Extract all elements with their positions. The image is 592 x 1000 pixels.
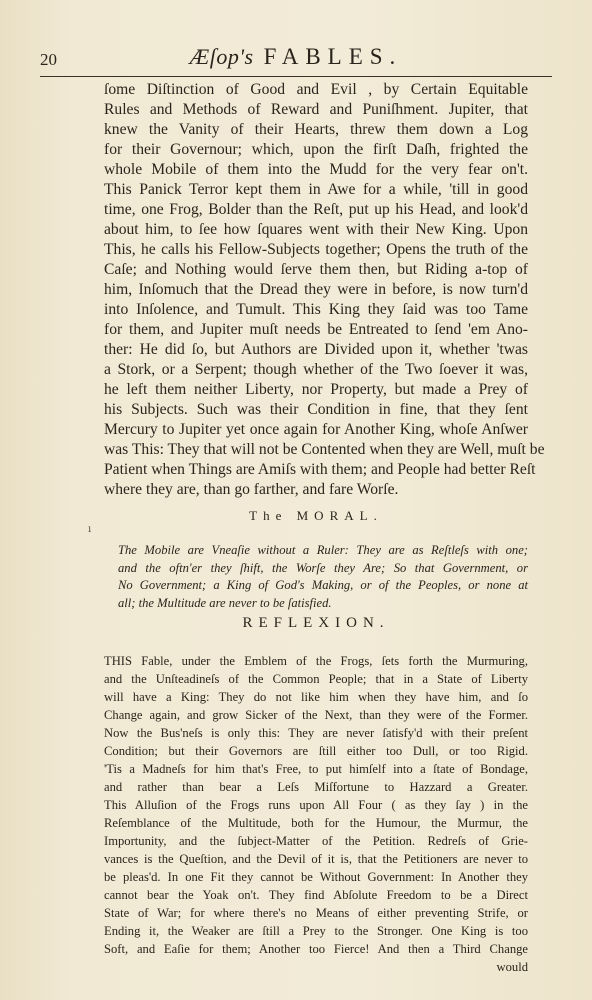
reflexion-line: and rather than bear a Leſs Miſfortune to Hazzard a Greater. — [104, 780, 528, 794]
reflexion-line: This Alluſion of the Frogs runs upon All Four ( as they ſay ) in the — [104, 798, 528, 812]
reflexion-line: Ending it, the Weaker are ſtill a Prey to the Stronger. One King is too — [104, 924, 528, 938]
running-head-title: FABLES. — [263, 44, 403, 69]
fable-line: ther: He did ſo, but Authors are Divided upon it, whether 'twas — [104, 341, 528, 358]
fable-line: him, Inſomuch that the Dread they were in before, is now turn'd — [104, 281, 528, 298]
fable-line: time, one Frog, Bolder than the Reſt, put up his Head, and look'd — [104, 201, 528, 218]
reflexion-line: will have a King: They do not like him when they have him, and ſo — [104, 690, 528, 704]
moral-line: and the oftn'er they ſhift, the Worſe they Are; So that Government, or — [118, 560, 528, 575]
fable-line: for them, and Jupiter muſt needs be Entreated to ſend 'em Ano- — [104, 321, 528, 338]
fable-line: his Subjects. Such was their Condition in fine, that they ſent — [104, 401, 528, 418]
moral-line: No Government; a King of God's Making, or of the Peoples, or none at — [118, 578, 528, 592]
reflexion-heading: REFLEXION. — [242, 615, 390, 631]
fable-line: Patient when Things are Amiſs with them; and People had better Reſt — [104, 461, 536, 478]
moral-line: The Mobile are Vneaſie without a Ruler: They are as Reſtleſs with one; — [118, 543, 528, 557]
reflexion-line: Now the Bus'neſs is only this: They are never ſatisfy'd with their preſent — [104, 726, 528, 740]
fable-line: This Panick Terror kept them in Awe for a while, 'till in good — [104, 181, 528, 198]
fable-line: Caſe; and Nothing would ſerve them then, but Riding a-top of — [104, 261, 528, 278]
reflexion-line: Condition; but their Governors are ſtill either too Dull, or too Rigid. — [104, 744, 528, 758]
reflexion-line: State of War; for where there's no Means of either preventing Strife, or — [104, 906, 528, 920]
fable-line: knew the Vanity of their Hearts, threw them down a Log — [104, 121, 528, 138]
reflexion-line: Change again, and grow Sicker of the Next, than they were of the Former. — [104, 708, 528, 722]
fable-line: for their Governour; which, upon the firſt Daſh, frighted the — [104, 141, 528, 158]
reflexion-text — [104, 652, 528, 976]
fable-line: about him, to ſee how ſquares went with their New King. Upon — [104, 221, 528, 238]
reflexion-line: Soft, and Eaſie for them; Another too Fierce! And then a Third Change — [104, 942, 528, 956]
reflexion-line: would — [496, 960, 528, 974]
reflexion-line: Importunity, and the ſubject-Matter of the Petition. Redreſs of Grie- — [104, 834, 528, 848]
fable-line: where they are, than go farther, and fare Worſe. — [104, 481, 399, 498]
running-head-author: Æſop's — [189, 44, 254, 69]
fable-line: Rules and Methods of Reward and Puniſhment. Jupiter, that — [104, 101, 528, 118]
fable-line: a Stork, or a Serpent; though whether of the Two ſoever it was, — [104, 361, 528, 378]
margin-mark: ı — [88, 524, 92, 535]
fable-line: This, he calls his Fellow-Subjects together; Opens the truth of the — [104, 241, 528, 258]
reflexion-line: THIS Fable, under the Emblem of the Frogs, ſets forth the Murmuring, — [104, 654, 528, 668]
moral-heading: The MORAL. — [249, 508, 383, 523]
reflexion-line: and the Unſteadineſs of the Common People; that in a State of Liberty — [104, 672, 528, 686]
moral-text — [118, 542, 528, 612]
reflexion-line: Reſemblance of the Multitude, both for the Humour, the Murmur, the — [104, 816, 528, 830]
fable-line: ſome Diſtinction of Good and Evil , by Certain Equitable — [104, 81, 528, 98]
running-head — [40, 44, 552, 70]
fable-line: he left them neither Liberty, nor Property, but made a Prey of — [104, 381, 528, 398]
fable-text — [104, 80, 545, 500]
fable-line: whole Mobile of them into the Mudd for the very fear on't. — [104, 161, 528, 178]
page-header — [40, 44, 552, 74]
header-rule — [40, 76, 552, 77]
reflexion-line: vances is the Queſtion, and the Devil of it is, that the Petitioners are never to — [104, 852, 528, 866]
reflexion-line: 'Tis a Madneſs for him that's Free, to put himſelf into a ſtate of Bondage, — [104, 762, 528, 776]
page-number: 20 — [40, 50, 57, 69]
fable-line: was This: They that will not be Contented when they are Well, muſt be — [104, 441, 545, 458]
moral-line: all; the Multitude are never to be ſatisfied. — [118, 595, 332, 610]
reflexion-line: cannot bear the Yoak on't. They find Abſolute Freedom to be a Direct — [104, 888, 528, 902]
reflexion-line: be pleas'd. In one Fit they cannot be Without Government: In Another they — [104, 870, 528, 884]
fable-line: Mercury to Jupiter yet once again for Another King, whoſe Anſwer — [104, 421, 528, 438]
fable-line: into Inſolence, and Tumult. This King they ſaid was too Tame — [104, 301, 528, 318]
